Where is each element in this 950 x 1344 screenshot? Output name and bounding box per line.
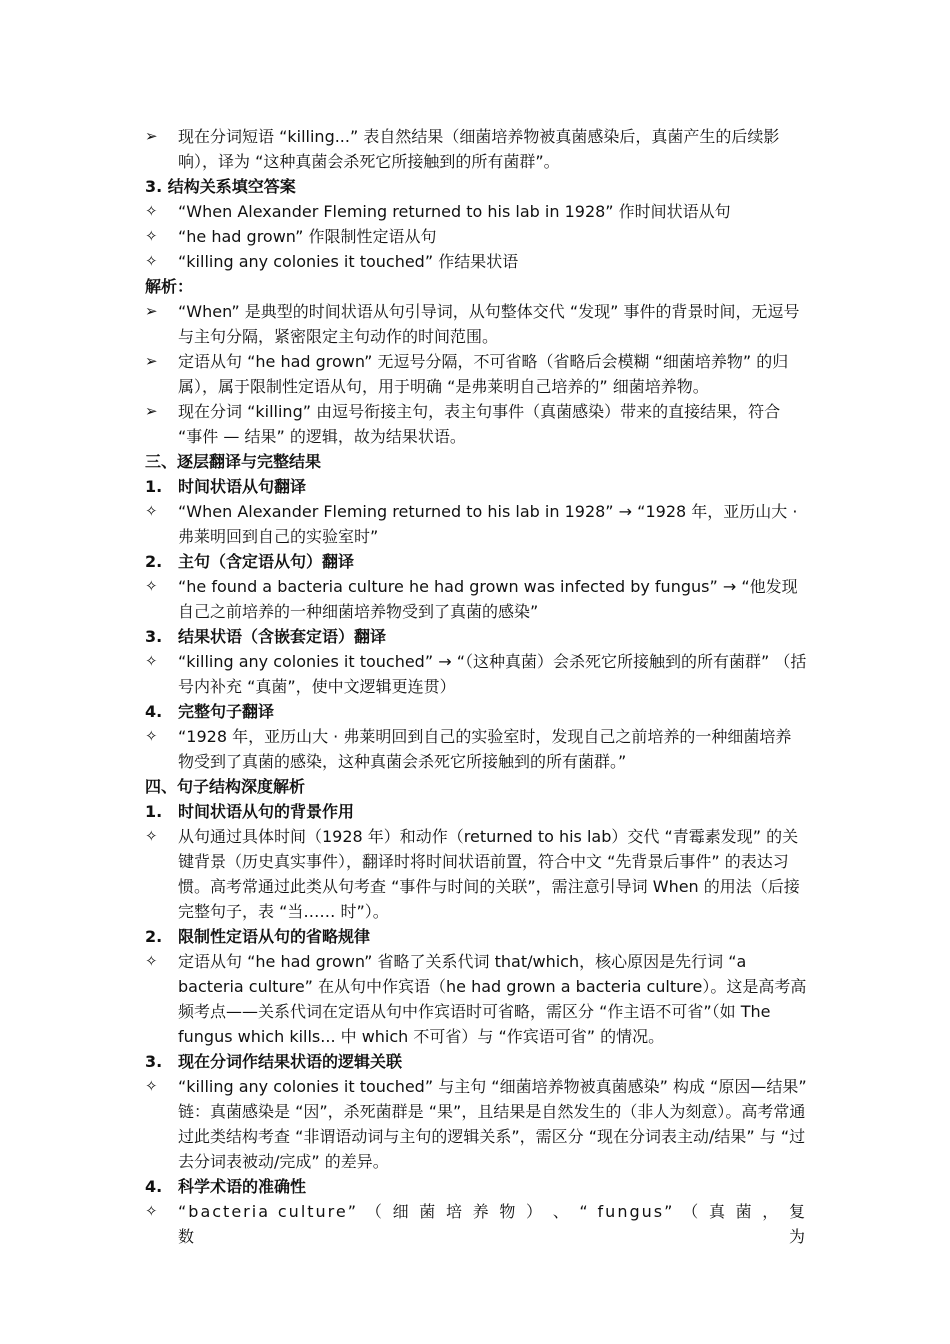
- bullet-text: “When Alexander Fleming returned to his lab in 1928” 作时间状语从句: [178, 202, 731, 221]
- numbered-heading: [145, 1174, 807, 1199]
- numbered-heading: [145, 549, 807, 574]
- diamond-bullet-icon: ✧: [145, 1202, 158, 1220]
- arrow-bullet-item: [145, 299, 807, 349]
- arrow-bullet-item: [145, 349, 807, 399]
- bullet-text: “killing any colonies it touched” 与主句 “细菌培养物被真菌感染” 构成 “原因—结果” 链：真菌感染是 “因”，杀死菌群是 “果”，且结果是自然发生的（非人为刻意）。高考常通过此类结构考查 “非谓语动词与主句的逻辑关系”，需区分 “现在分词表主动/结果” 与 “过去分词表被动/完成” 的差异。: [178, 1077, 807, 1171]
- bullet-text: “When” 是典型的时间状语从句引导词，从句整体交代 “发现” 事件的背景时间，无逗号与主句分隔，紧密限定主句动作的时间范围。: [178, 302, 800, 346]
- section-heading: 三、逐层翻译与完整结果: [145, 452, 322, 471]
- heading-number: 1.: [145, 802, 163, 821]
- numbered-heading: [145, 799, 807, 824]
- bullet-text: 现在分词 “killing” 由逗号衔接主句，表主句事件（真菌感染）带来的直接结果，符合 “事件 — 结果” 的逻辑，故为结果状语。: [178, 402, 781, 446]
- diamond-bullet-icon: ✧: [145, 727, 158, 745]
- diamond-bullet-item: [145, 1074, 807, 1174]
- heading-text: 时间状语从句翻译: [178, 477, 307, 496]
- diamond-bullet-icon: ✧: [145, 227, 158, 245]
- diamond-bullet-icon: ✧: [145, 502, 158, 520]
- diamond-bullet-item: [145, 224, 807, 249]
- arrow-bullet-icon: ➢: [145, 127, 158, 145]
- heading-text: 主句（含定语从句）翻译: [178, 552, 355, 571]
- heading-text: 时间状语从句的背景作用: [178, 802, 355, 821]
- heading-number: 3.: [145, 1052, 163, 1071]
- diamond-bullet-item: [145, 649, 807, 699]
- bullet-text: “bacteria culture” （ 细 菌 培 养 物 ） 、 “ fungus” （ 真 菌 ， 复 数 为: [178, 1202, 807, 1246]
- bullet-text: “When Alexander Fleming returned to his lab in 1928” → “1928 年，亚历山大 · 弗莱明回到自己的实验室时”: [178, 502, 798, 546]
- diamond-bullet-item: [145, 574, 807, 624]
- bullet-text: “he had grown” 作限制性定语从句: [178, 227, 437, 246]
- document-body: [145, 124, 807, 1249]
- diamond-bullet-item: [145, 1199, 807, 1249]
- diamond-bullet-icon: ✧: [145, 652, 158, 670]
- bullet-text: “killing any colonies it touched” → “（这种真菌）会杀死它所接触到的所有菌群” （括号内补充 “真菌”，使中文逻辑更连贯）: [178, 652, 807, 696]
- heading-number: 2.: [145, 552, 163, 571]
- bullet-text: “he found a bacteria culture he had grown was infected by fungus” → “他发现自己之前培养的一种细菌培养物受到了真菌的感染”: [178, 577, 798, 621]
- heading-number: 4.: [145, 702, 163, 721]
- numbered-heading: [145, 1049, 807, 1074]
- numbered-heading: [145, 699, 807, 724]
- diamond-bullet-item: [145, 724, 807, 774]
- bullet-text: 从句通过具体时间（1928 年）和动作（returned to his lab）交代 “青霉素发现” 的关键背景（历史真实事件），翻译时将时间状语前置，符合中文 “先背景后事件” 的表达习惯。高考常通过此类从句考查 “事件与时间的关联”，需注意引导词 When 的用法（后接完整句子，表 “当…… 时”）。: [178, 827, 800, 921]
- heading-number: 3.: [145, 627, 163, 646]
- heading-text: 限制性定语从句的省略规律: [178, 927, 371, 946]
- bullet-text: “1928 年，亚历山大 · 弗莱明回到自己的实验室时，发现自己之前培养的一种细菌培养物受到了真菌的感染，这种真菌会杀死它所接触到的所有菌群。”: [178, 727, 792, 771]
- diamond-bullet-icon: ✧: [145, 577, 158, 595]
- bullet-text: 定语从句 “he had grown” 省略了关系代词 that/which，核心原因是先行词 “a bacteria culture” 在从句中作宾语（he had grown a bacteria culture）。这是高考高频考点——关系代词在定语从句中作宾语时可省略，需区分 “作主语不可省”（如 The fungus which kills... 中 which 不可省）与 “作宾语可省” 的情况。: [178, 952, 807, 1046]
- bullet-text: 现在分词短语 “killing...” 表自然结果（细菌培养物被真菌感染后，真菌产生的后续影响），译为 “这种真菌会杀死它所接触到的所有菌群”。: [178, 127, 780, 171]
- numbered-heading: [145, 624, 807, 649]
- diamond-bullet-icon: ✧: [145, 202, 158, 220]
- numbered-heading: [145, 474, 807, 499]
- section-heading: 3. 结构关系填空答案: [145, 177, 296, 196]
- diamond-bullet-icon: ✧: [145, 1077, 158, 1095]
- diamond-bullet-item: [145, 824, 807, 924]
- arrow-bullet-item: [145, 124, 807, 174]
- diamond-bullet-icon: ✧: [145, 827, 158, 845]
- heading-text: 科学术语的准确性: [178, 1177, 307, 1196]
- arrow-bullet-icon: ➢: [145, 402, 158, 420]
- arrow-bullet-item: [145, 399, 807, 449]
- heading-number: 1.: [145, 477, 163, 496]
- heading-number: 2.: [145, 927, 163, 946]
- diamond-bullet-item: [145, 199, 807, 224]
- heading-text: 完整句子翻译: [178, 702, 275, 721]
- diamond-bullet-icon: ✧: [145, 252, 158, 270]
- diamond-bullet-item: [145, 949, 807, 1049]
- section-heading: 四、句子结构深度解析: [145, 777, 306, 796]
- diamond-bullet-item: [145, 499, 807, 549]
- diamond-bullet-icon: ✧: [145, 952, 158, 970]
- heading-text: 结果状语（含嵌套定语）翻译: [178, 627, 387, 646]
- heading-text: 现在分词作结果状语的逻辑关联: [178, 1052, 403, 1071]
- arrow-bullet-icon: ➢: [145, 352, 158, 370]
- section-heading: 解析：: [145, 277, 194, 296]
- heading-number: 4.: [145, 1177, 163, 1196]
- bullet-text: “killing any colonies it touched” 作结果状语: [178, 252, 519, 271]
- arrow-bullet-icon: ➢: [145, 302, 158, 320]
- numbered-heading: [145, 924, 807, 949]
- diamond-bullet-item: [145, 249, 807, 274]
- bullet-text: 定语从句 “he had grown” 无逗号分隔，不可省略（省略后会模糊 “细菌培养物” 的归属），属于限制性定语从句，用于明确 “是弗莱明自己培养的” 细菌培养物。: [178, 352, 789, 396]
